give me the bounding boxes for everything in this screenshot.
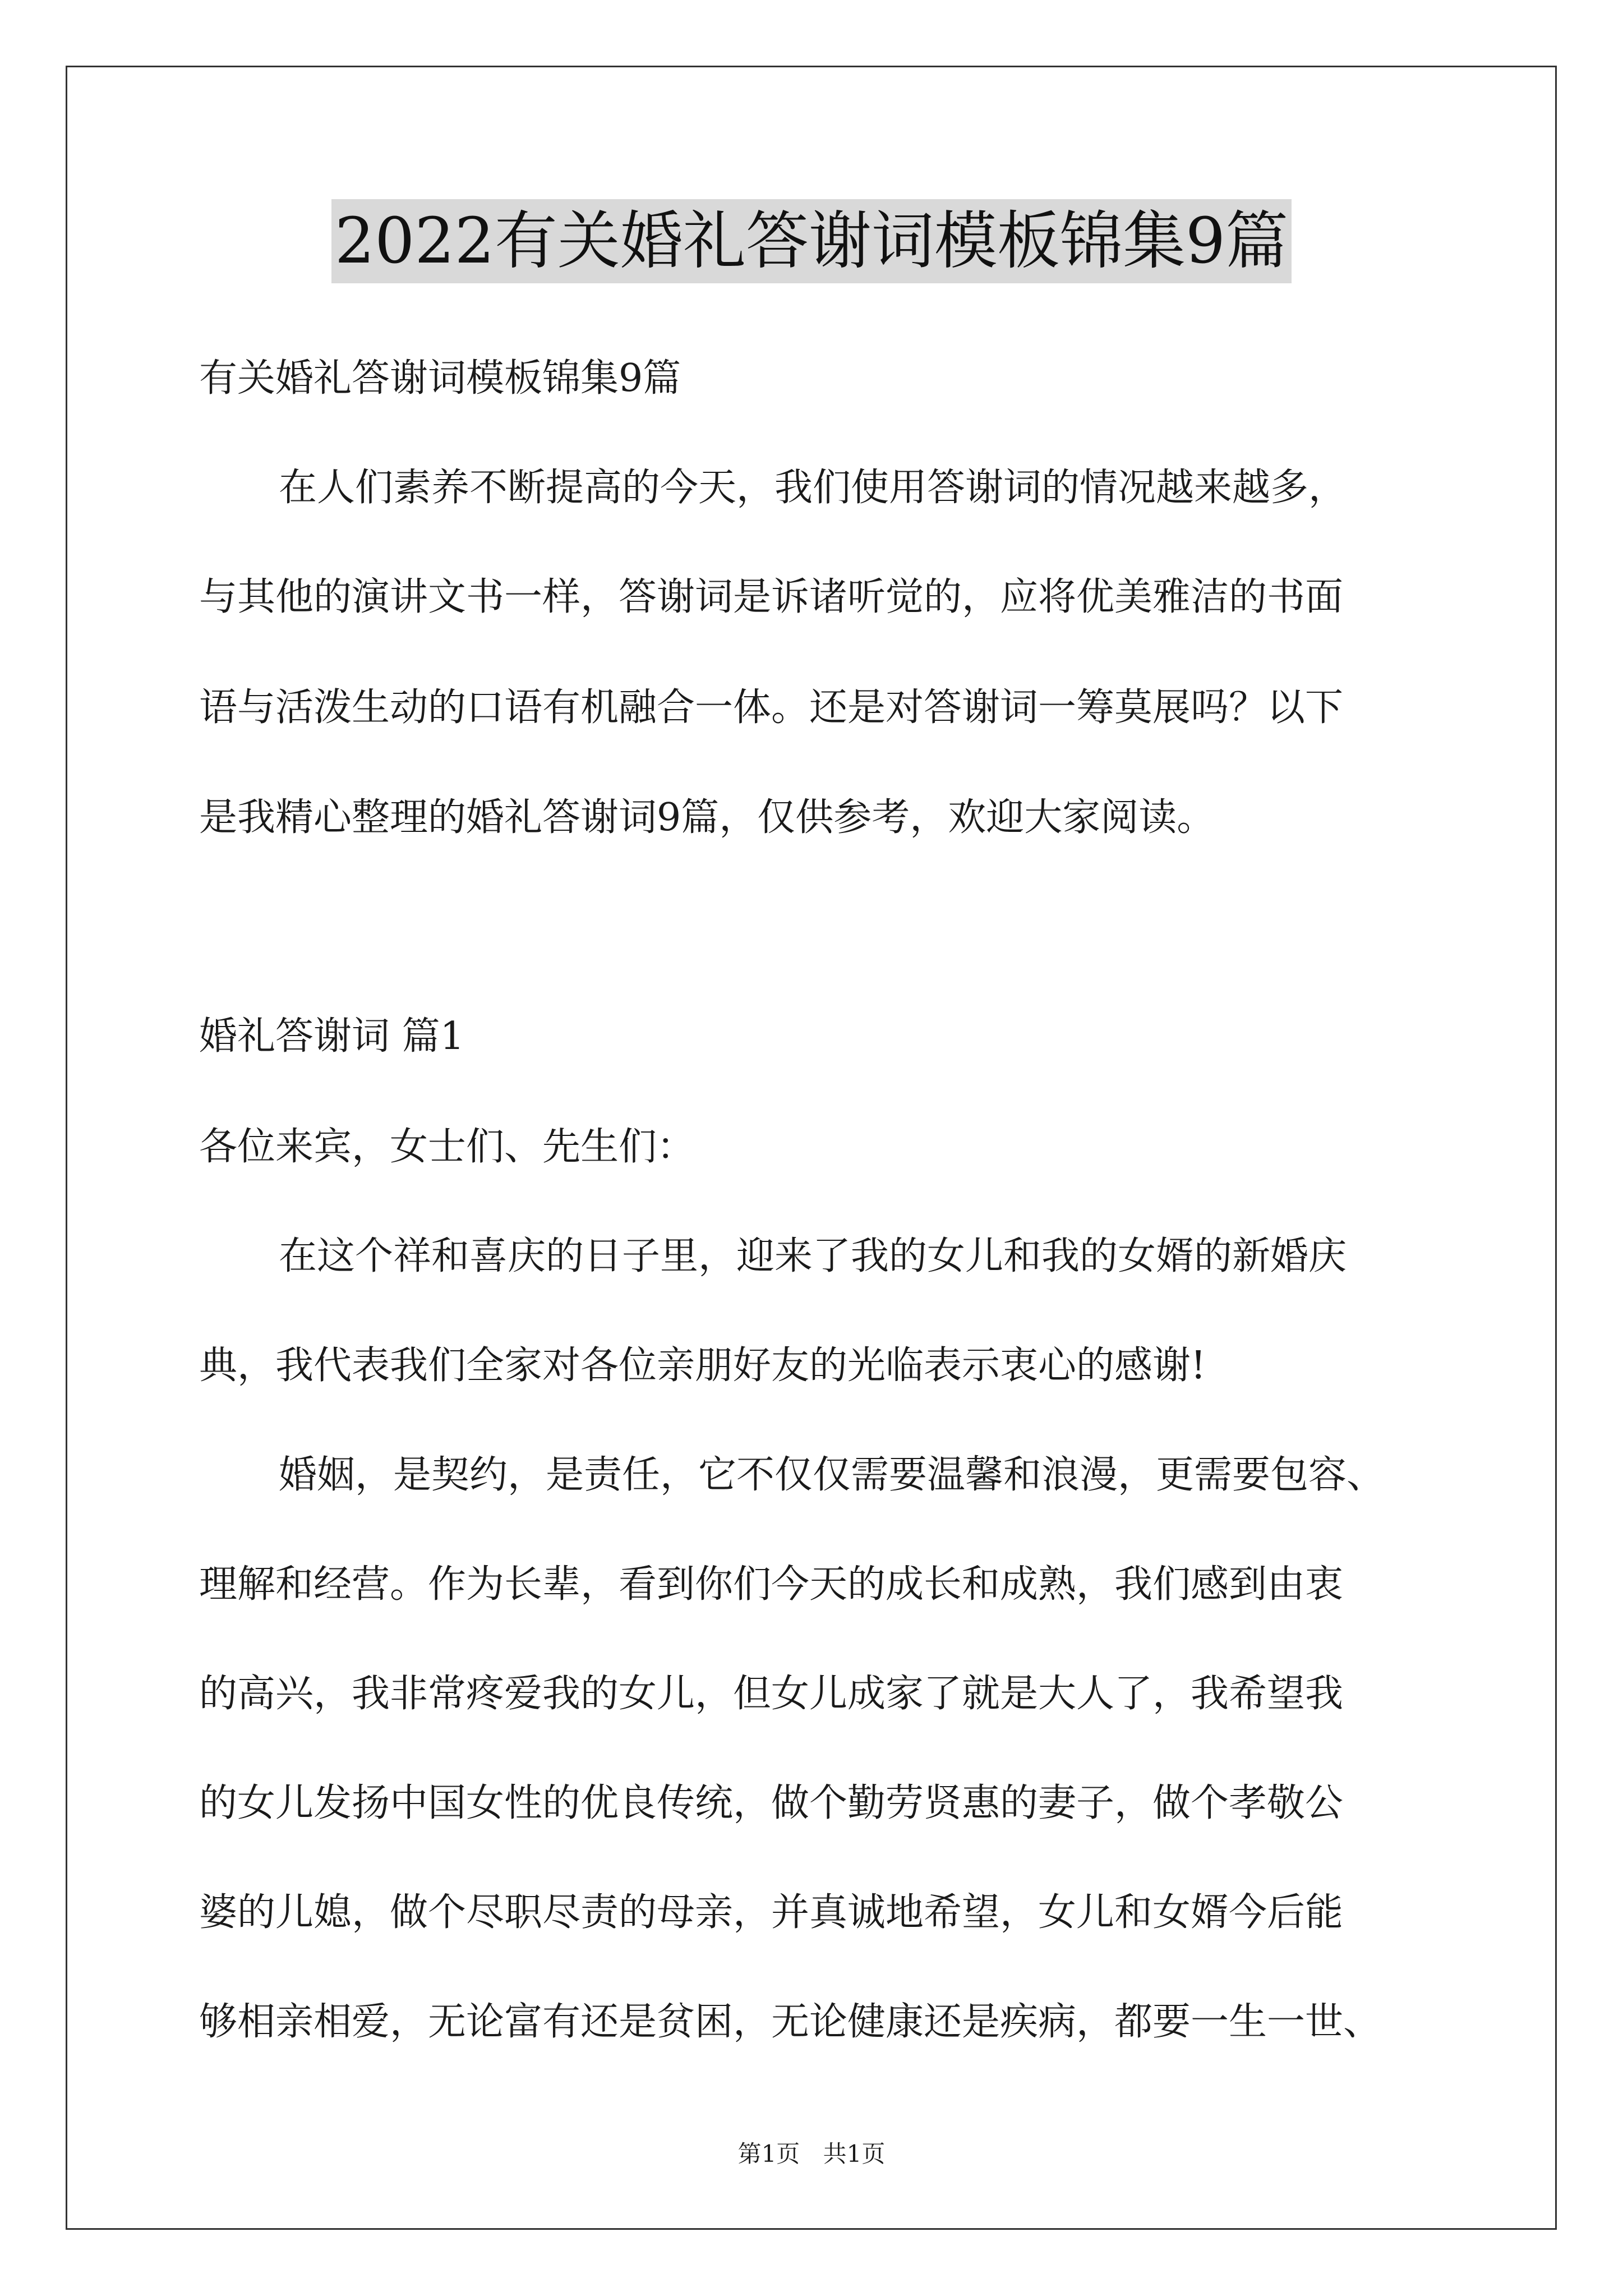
intro-line-1: 在人们素养不断提高的今天，我们使用答谢词的情况越来越多， <box>279 466 1347 510</box>
document-title: 2022有关婚礼答谢词模板锦集9篇 <box>331 199 1292 283</box>
page-total: 共1页 <box>823 2140 886 2168</box>
intro-line-4: 是我精心整理的婚礼答谢词9篇，仅供参考，欢迎大家阅读。 <box>199 795 1215 840</box>
para2-line-1: 婚姻，是契约，是责任，它不仅仅需要温馨和浪漫，更需要包容、 <box>279 1453 1385 1497</box>
title-container <box>0 199 1623 283</box>
page-footer <box>0 2140 1623 2168</box>
para2-line-6: 够相亲相爱，无论富有还是贫困，无论健康还是疾病，都要一生一世、 <box>199 2000 1382 2044</box>
section-heading: 婚礼答谢词 篇1 <box>199 1014 464 1059</box>
intro-line-3: 语与活泼生动的口语有机融合一体。还是对答谢词一筹莫展吗？以下 <box>199 685 1344 730</box>
salutation: 各位来宾，女士们、先生们： <box>199 1125 695 1169</box>
para2-line-5: 婆的儿媳，做个尽职尽责的母亲，并真诚地希望，女儿和女婿今后能 <box>199 1890 1344 1935</box>
para1-line-2: 典，我代表我们全家对各位亲朋好友的光临表示衷心的感谢! <box>199 1343 1206 1388</box>
para2-line-4: 的女儿发扬中国女性的优良传统，做个勤劳贤惠的妻子，做个孝敬公 <box>199 1781 1344 1825</box>
para2-line-2: 理解和经营。作为长辈，看到你们今天的成长和成熟，我们感到由衷 <box>199 1562 1344 1607</box>
page-number: 第1页 <box>737 2140 800 2168</box>
para1-line-1: 在这个祥和喜庆的日子里，迎来了我的女儿和我的女婿的新婚庆 <box>279 1234 1347 1278</box>
para2-line-3: 的高兴，我非常疼爱我的女儿，但女儿成家了就是大人了，我希望我 <box>199 1672 1344 1716</box>
intro-line-2: 与其他的演讲文书一样，答谢词是诉诸听觉的，应将优美雅洁的书面 <box>199 575 1344 619</box>
document-subtitle: 有关婚礼答谢词模板锦集9篇 <box>199 356 681 401</box>
